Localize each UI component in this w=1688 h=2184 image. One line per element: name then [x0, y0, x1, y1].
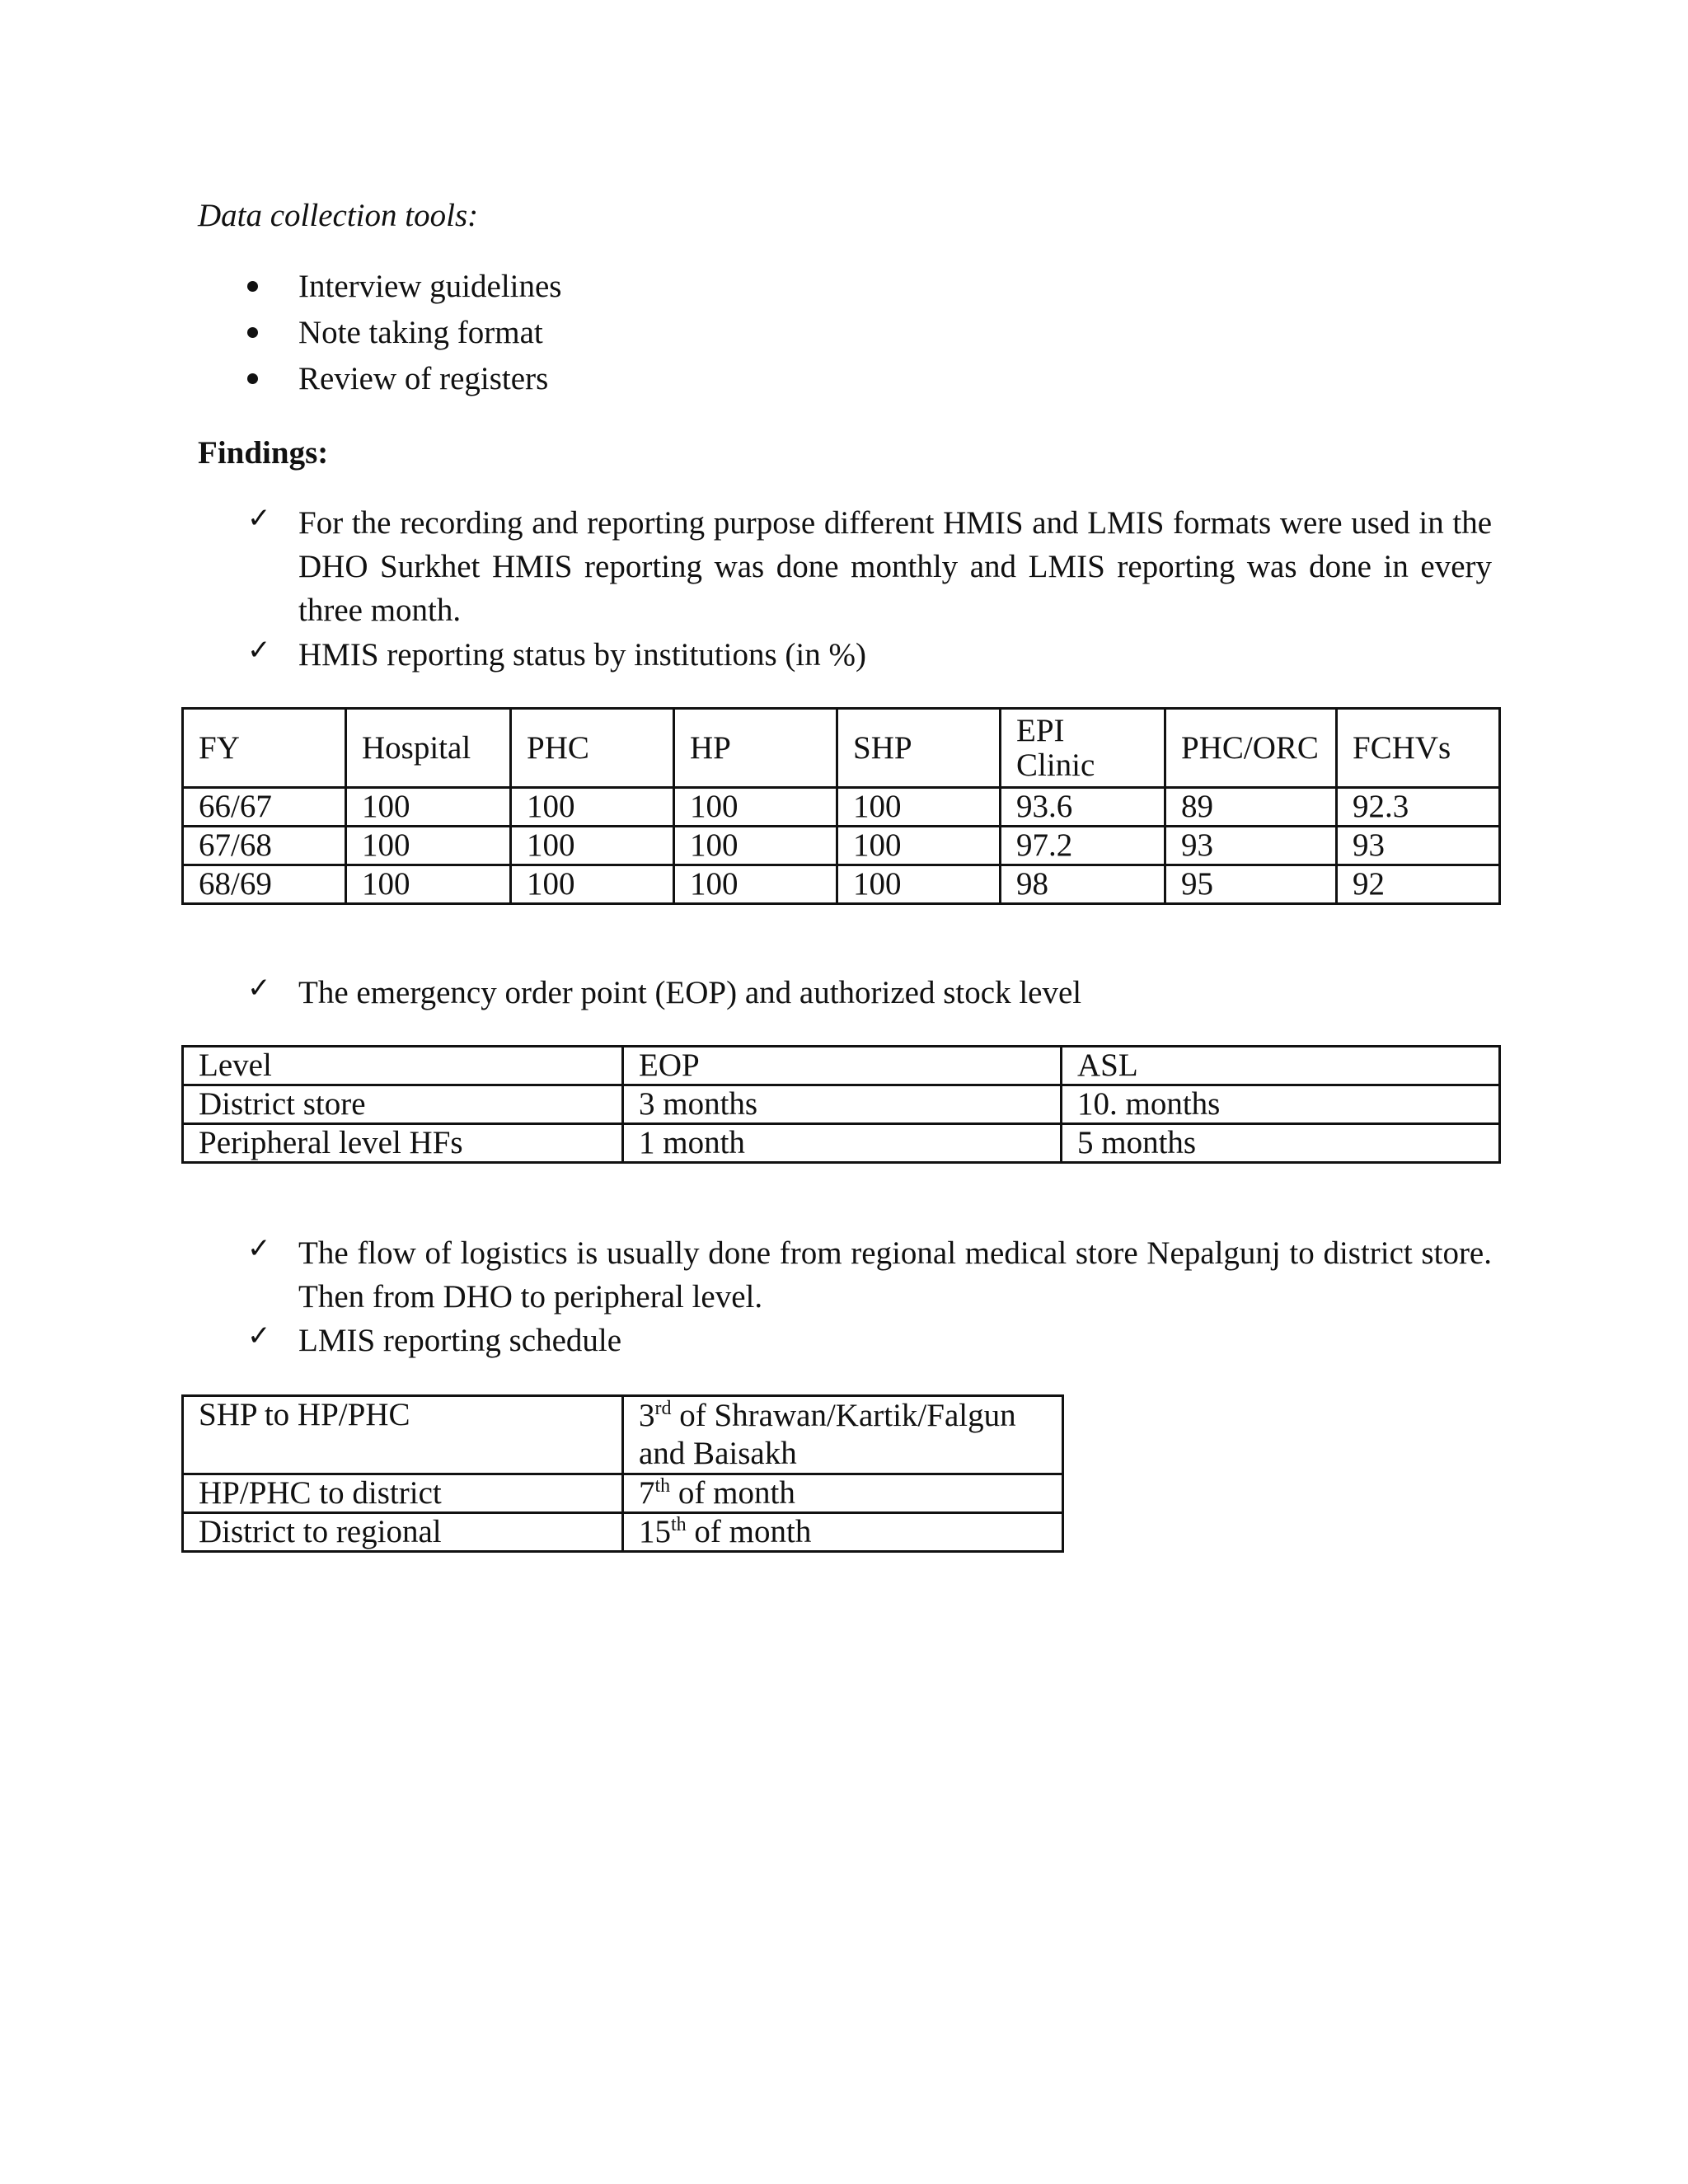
- table-cell: 100: [511, 827, 674, 865]
- finding-text: The flow of logistics is usually done from regional medical store Nepalgunj to district store. Then from DHO to peripheral level.: [298, 1235, 1492, 1315]
- table-cell: 93.6: [1001, 788, 1165, 827]
- list-item: [247, 267, 561, 313]
- schedule-text: of Shrawan/Kartik/Falgun: [671, 1398, 1016, 1433]
- table-cell: 100: [837, 865, 1001, 904]
- ordinal-suffix: th: [654, 1475, 671, 1497]
- table-cell: 93: [1165, 827, 1337, 865]
- bullet-icon: [247, 281, 258, 292]
- table-cell: District to regional: [183, 1513, 623, 1552]
- schedule-line: [639, 1397, 1062, 1435]
- tools-heading: Data collection tools:: [198, 198, 479, 233]
- list-item-label: Note taking format: [298, 315, 543, 350]
- list-item: [247, 313, 561, 359]
- schedule-line: and Baisakh: [639, 1436, 797, 1471]
- header-cell: PHC/ORC: [1165, 709, 1337, 788]
- finding-text: HMIS reporting status by institutions (in %): [298, 637, 866, 673]
- finding-item: [247, 501, 1492, 632]
- table-row: [183, 1513, 1063, 1552]
- table-row: [183, 788, 1500, 827]
- schedule-day: 15: [639, 1514, 671, 1549]
- header-cell: ASL: [1062, 1047, 1500, 1085]
- table-cell: 100: [674, 827, 837, 865]
- table-cell: 10. months: [1062, 1085, 1500, 1124]
- table-cell: 5 months: [1062, 1124, 1500, 1163]
- header-cell: Hospital: [346, 709, 511, 788]
- table-cell: District store: [183, 1085, 623, 1124]
- checkmark-icon: ✓: [247, 1319, 271, 1352]
- header-cell: FCHVs: [1337, 709, 1500, 788]
- table-cell: 100: [346, 788, 511, 827]
- table-header-row: [183, 1047, 1500, 1085]
- table-cell: 1 month: [623, 1124, 1062, 1163]
- ordinal-suffix: rd: [654, 1398, 672, 1419]
- checkmark-icon: ✓: [247, 1232, 271, 1265]
- table-cell: 98: [1001, 865, 1165, 904]
- header-cell-line: EPI: [1016, 712, 1065, 748]
- ordinal-suffix: th: [671, 1514, 687, 1535]
- table-cell: SHP to HP/PHC: [183, 1396, 623, 1474]
- table-cell: 68/69: [183, 865, 346, 904]
- table-row: [183, 865, 1500, 904]
- finding-text: The emergency order point (EOP) and authorized stock level: [298, 975, 1082, 1010]
- table-cell: 92.3: [1337, 788, 1500, 827]
- eop-stock-level-table: [181, 1045, 1501, 1164]
- table-row: [183, 1474, 1063, 1513]
- table-cell: 100: [837, 788, 1001, 827]
- table-cell: [623, 1396, 1063, 1474]
- finding-item: [247, 971, 1492, 1015]
- schedule-day: 7: [639, 1475, 655, 1511]
- table-header-row: [183, 709, 1500, 788]
- hmis-reporting-table: [181, 707, 1501, 905]
- lmis-schedule-table: [181, 1394, 1064, 1553]
- table-cell: 97.2: [1001, 827, 1165, 865]
- table-cell: 100: [511, 788, 674, 827]
- finding-item: [247, 633, 1492, 677]
- table-row: [183, 827, 1500, 865]
- checkmark-icon: ✓: [247, 502, 271, 535]
- header-cell-line: Clinic: [1016, 747, 1095, 783]
- table-cell: 3 months: [623, 1085, 1062, 1124]
- table-cell: 92: [1337, 865, 1500, 904]
- checkmark-icon: ✓: [247, 972, 271, 1005]
- schedule-day: 3: [639, 1398, 655, 1433]
- findings-heading: Findings:: [198, 435, 329, 471]
- header-cell: HP: [674, 709, 837, 788]
- table-cell: [623, 1513, 1063, 1552]
- table-cell: 100: [674, 865, 837, 904]
- table-row: [183, 1085, 1500, 1124]
- table-cell: [623, 1474, 1063, 1513]
- list-item-label: Review of registers: [298, 361, 549, 396]
- table-cell: 89: [1165, 788, 1337, 827]
- table-cell: Peripheral level HFs: [183, 1124, 623, 1163]
- table-row: [183, 1396, 1063, 1474]
- table-cell: 95: [1165, 865, 1337, 904]
- table-cell: 100: [674, 788, 837, 827]
- table-cell: 100: [511, 865, 674, 904]
- finding-text: LMIS reporting schedule: [298, 1323, 622, 1358]
- checkmark-icon: ✓: [247, 634, 271, 667]
- bullet-icon: [247, 327, 258, 338]
- header-cell: EOP: [623, 1047, 1062, 1085]
- bullet-icon: [247, 373, 258, 384]
- header-cell: PHC: [511, 709, 674, 788]
- finding-item: [247, 1231, 1492, 1319]
- finding-text: For the recording and reporting purpose different HMIS and LMIS formats were used in the DHO Surkhet HMIS reporting was done monthly and LMIS reporting was done in every three month.: [298, 505, 1492, 628]
- header-cell: [1001, 709, 1165, 788]
- table-row: [183, 1124, 1500, 1163]
- list-item: [247, 359, 561, 405]
- header-cell: SHP: [837, 709, 1001, 788]
- header-cell: Level: [183, 1047, 623, 1085]
- table-cell: 100: [837, 827, 1001, 865]
- table-cell: 66/67: [183, 788, 346, 827]
- list-item-label: Interview guidelines: [298, 269, 562, 304]
- table-cell: 67/68: [183, 827, 346, 865]
- table-cell: 100: [346, 827, 511, 865]
- table-cell: 93: [1337, 827, 1500, 865]
- table-cell: HP/PHC to district: [183, 1474, 623, 1513]
- finding-item: [247, 1319, 1492, 1362]
- schedule-text: of month: [670, 1475, 795, 1511]
- table-cell: 100: [346, 865, 511, 904]
- schedule-text: of month: [686, 1514, 812, 1549]
- tools-list: [247, 267, 561, 405]
- header-cell: FY: [183, 709, 346, 788]
